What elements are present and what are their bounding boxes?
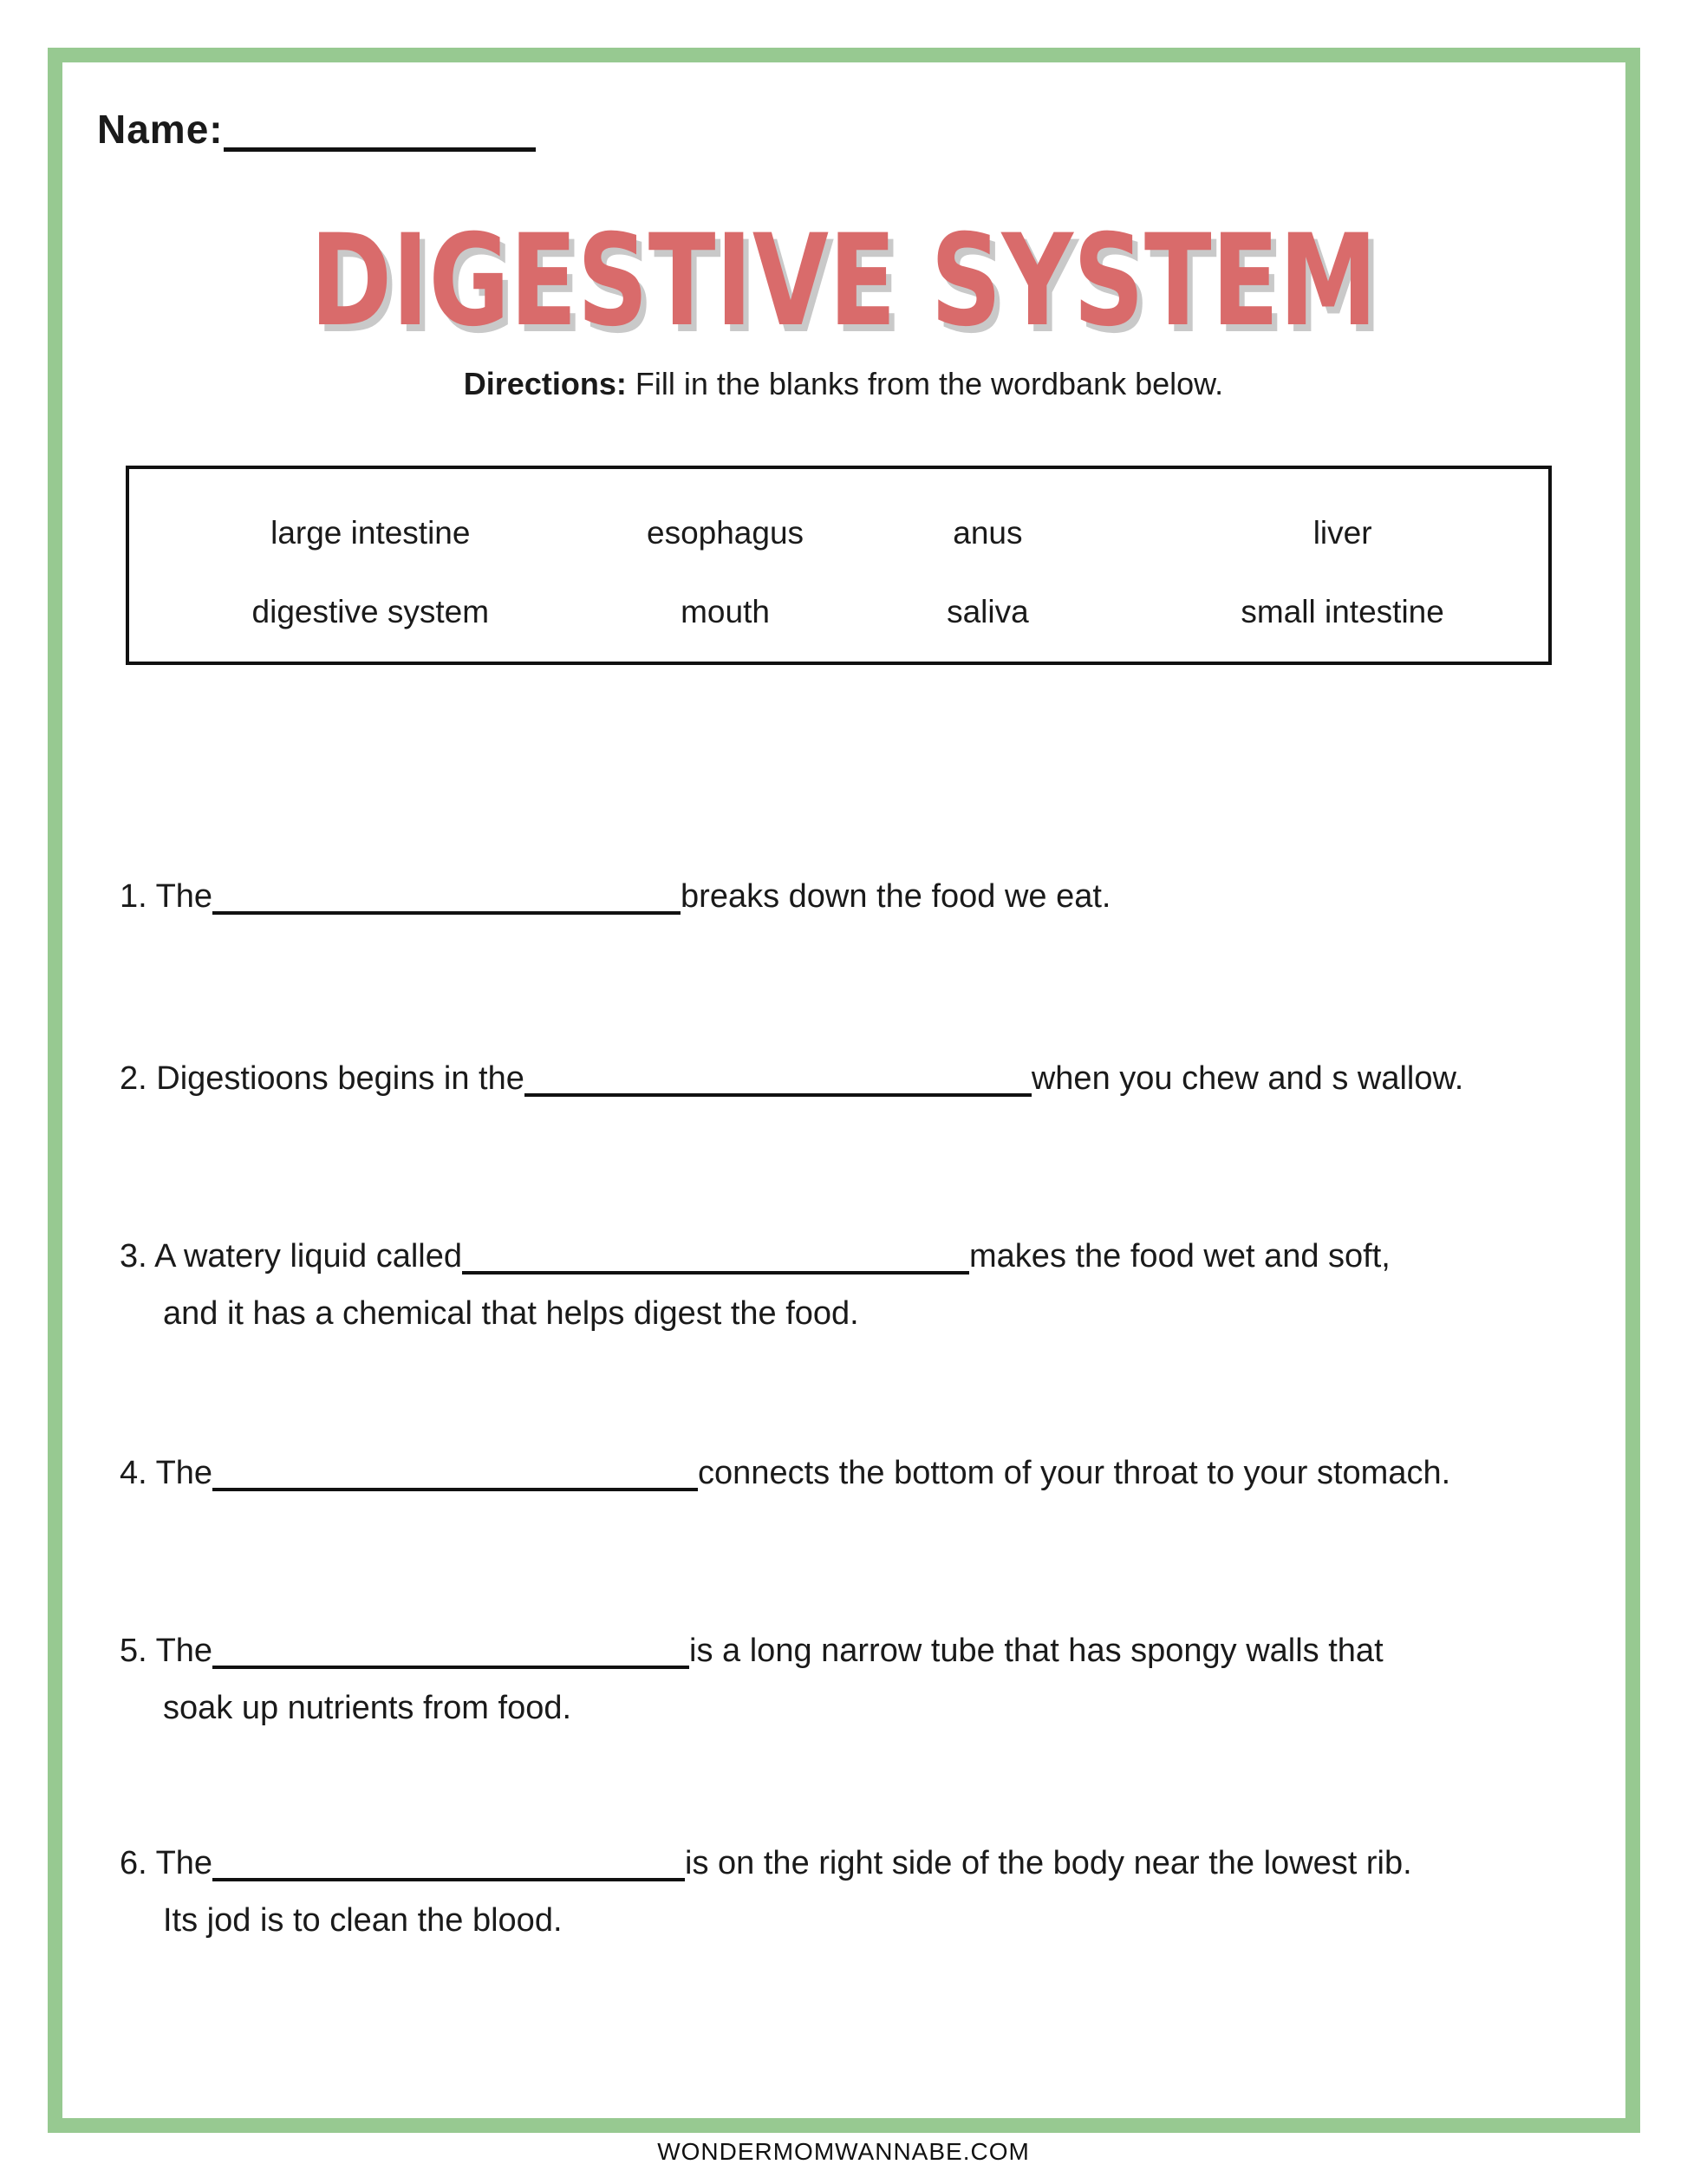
answer-blank-3[interactable]: [462, 1242, 969, 1275]
question-text-line2: soak up nutrients from food.: [163, 1690, 572, 1726]
word-bank-box: [126, 466, 1552, 665]
question-text: 6. The: [120, 1845, 213, 1881]
question-3: [120, 1228, 1635, 1342]
question-text-line2: Its jod is to clean the blood.: [163, 1902, 563, 1939]
question-4: [120, 1444, 1635, 1502]
question-text: is on the right side of the body near the lowest rib.: [685, 1845, 1412, 1881]
name-row: [97, 106, 536, 153]
directions-label: Directions:: [463, 366, 627, 401]
question-5: [120, 1622, 1635, 1737]
name-input-line[interactable]: [224, 112, 536, 152]
footer-site-url: WONDERMOMWANNABE.COM: [657, 2138, 1030, 2165]
question-1: [120, 868, 1635, 925]
answer-blank-5[interactable]: [212, 1636, 689, 1669]
title-wrap: [0, 207, 1687, 355]
word-bank-item: mouth: [681, 593, 770, 629]
question-text: 4. The: [120, 1455, 213, 1491]
word-bank-item: large intestine: [270, 514, 471, 551]
question-text: 3. A watery liquid called: [120, 1238, 463, 1275]
question-text: makes the food wet and soft,: [969, 1238, 1391, 1275]
answer-blank-6[interactable]: [212, 1848, 685, 1881]
question-text: when you chew and s wallow.: [1031, 1060, 1464, 1097]
question-2: [120, 1050, 1635, 1107]
question-text: breaks down the food we eat.: [681, 878, 1111, 915]
word-bank-row-2: [129, 572, 1548, 651]
answer-blank-1[interactable]: [212, 882, 681, 915]
word-bank-item: small intestine: [1241, 593, 1444, 629]
question-text: 5. The: [120, 1633, 213, 1669]
answer-blank-4[interactable]: [212, 1458, 698, 1491]
word-bank-item: saliva: [947, 593, 1029, 629]
question-text: is a long narrow tube that has spongy walls that: [689, 1633, 1384, 1669]
name-label: Name:: [97, 107, 224, 152]
word-bank-item: anus: [953, 514, 1023, 551]
directions: [0, 366, 1687, 402]
answer-blank-2[interactable]: [524, 1064, 1032, 1097]
word-bank-item: liver: [1312, 514, 1372, 551]
question-text: connects the bottom of your throat to your stomach.: [698, 1455, 1451, 1491]
word-bank-item: digestive system: [251, 593, 490, 629]
page-title: DIGESTIVE SYSTEM: [309, 207, 1378, 355]
word-bank-item: esophagus: [647, 514, 804, 551]
question-text: 1. The: [120, 878, 213, 915]
question-text-line2: and it has a chemical that helps digest the food.: [163, 1295, 859, 1332]
word-bank-row-1: [129, 493, 1548, 572]
question-6: [120, 1835, 1635, 1949]
directions-text: Fill in the blanks from the wordbank below.: [626, 366, 1224, 401]
question-text: 2. Digestioons begins in the: [120, 1060, 524, 1097]
